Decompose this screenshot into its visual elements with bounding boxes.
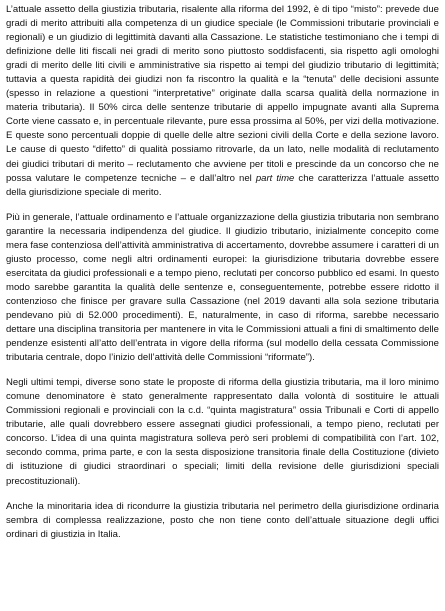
paragraph-4-text: Anche la minoritaria idea di ricondurre la giustizia tributaria nel perimetro della giurisdizione ordinaria sembra di complessa realizzazione, posto che non tiene conto dell’attuale situazione degli uffici ordinari di giustizia in Italia.	[6, 500, 439, 540]
paragraph-1-text-a: L’attuale assetto della giustizia tributaria, risalente alla riforma del 1992, è di tipo “misto”: prevede due gradi di merito attribuiti alla competenza di un giudice speciale (le Commissioni tributarie provinciali e regionali) e un giudizio di legittimità davanti alla Cassazione. Le statistiche testimoniano che i tempi di definizione delle liti fiscali nei gradi di merito sono piuttosto soddisfacenti, sia rispetto agli omologhi gradi di merito delle liti civili e amministrative sia rispetto ai tempi del giudizio tributario di legittimità; tuttavia a questa rapidità dei giudizi non fa riscontro la qualità e la “tenuta” delle decisioni assunte (spesso in relazione a questioni “interpretative” originate dalla scarsa qualità della normazione in materia tributaria). Il 50% circa delle sentenze tributarie di appello impugnate avanti alla Suprema Corte viene cassato e, in percentuale rilevante, pure essa prossima al 50%, per vizi della motivazione. E queste sono percentuali doppie di quelle delle altre sezioni civili della Corte e della sezione lavoro. Le cause di questo “difetto” di qualità possiamo ritrovarle, da un lato, nelle modalità di reclutamento dei giudici tributari di merito – reclutamento che avviene per titoli e prescinde da un concorso che ne possa valutare le competenze tecniche – e dall’altro nel	[6, 4, 439, 184]
paragraph-1-text-b: che caratterizza l’attuale assetto della giurisdizione speciale di merito.	[6, 172, 440, 198]
paragraph-current-structure	[6, 3, 439, 200]
paragraph-1-text-part-time: part time	[255, 172, 295, 184]
paragraph-3-text: Negli ultimi tempi, diverse sono state le proposte di riforma della giustizia tributaria, ma il loro minimo comune denominatore è stato generalmente rappresentato dalla volontà di sostituire le attuali Commissioni regionali e provinciali con la c.d. “quinta magistratura” ossia Tribunali e Corti di appello tributarie, alle quali dovrebbero essere assegnati giudici professionali, a tempo pieno, reclutati per concorso. L’idea di una quinta magistratura solleva però seri problemi di compatibilità con l’art. 102, secondo comma, prima parte, e con la sesta disposizione transitoria finale della Costituzione (divieto di istituzione di giudici straordinari o speciali; limiti della revisione delle giurisdizioni speciali precostituzionali).	[6, 377, 439, 487]
paragraph-2-text: Più in generale, l’attuale ordinamento e l’attuale organizzazione della giustizia tributaria non sembrano garantire la necessaria indipendenza del giudice. Il giudizio tributario, inizialmente concepito come mera fase contenziosa dell’attività amministrativa di accertamento, dovrebbe assumere i caratteri di un giusto processo, come negli altri ordinamenti europei: la giurisdizione tributaria dovrebbe essere esercitata da giudici professionali e a tempo pieno, reclutati per concorso pubblico ed esami. In questo modo sarebbe garantita la qualità delle sentenze e, conseguentemente, potrebbe essere ridotto il contenzioso che finisce per gravare sulla Cassazione (nel 2019 davanti alla sola sezione tributaria pendevano più di 52.000 procedimenti). E, naturalmente, in caso di riforma, sarebbe necessario dettare una disciplina transitoria per mantenere in vita le Commissioni attuali a fini di smaltimento delle pendenze esistenti all’atto dell’entrata in vigore della riforma (sul modello della cessata Commissione tributaria centrale, dopo l’inizio dell’attività delle Commissioni “riformate”).	[6, 211, 439, 364]
paragraph-ordinary-jurisdiction	[6, 500, 439, 542]
paragraph-reform-proposals	[6, 376, 439, 488]
paragraph-independence	[6, 211, 439, 366]
